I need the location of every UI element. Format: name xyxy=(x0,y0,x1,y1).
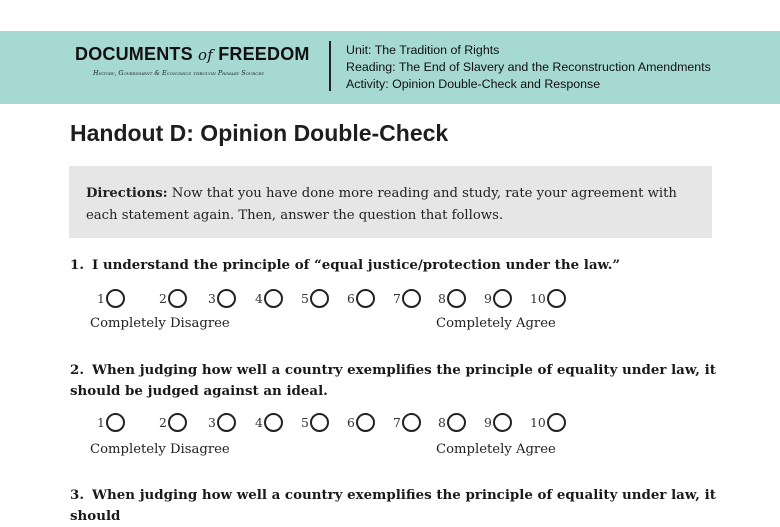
rating-radio-circle[interactable] xyxy=(447,289,466,308)
question-text: I understand the principle of “equal justice/protection under the law.” xyxy=(92,257,621,273)
rating-option[interactable] xyxy=(301,410,329,434)
rating-radio-circle[interactable] xyxy=(106,289,125,308)
rating-radio-circle[interactable] xyxy=(310,413,329,432)
rating-option[interactable] xyxy=(159,410,187,434)
rating-number: 9 xyxy=(484,414,492,430)
scale-low-label: Completely Disagree xyxy=(90,316,230,331)
header-divider xyxy=(329,41,331,91)
rating-number: 5 xyxy=(301,414,309,430)
rating-option[interactable] xyxy=(393,410,421,434)
scale-low-label: Completely Disagree xyxy=(90,442,230,457)
directions-box xyxy=(69,166,712,238)
directions-text xyxy=(86,183,701,227)
unit-label: Unit: The Tradition of Rights xyxy=(346,43,500,57)
rating-radio-circle[interactable] xyxy=(547,413,566,432)
question-text: When judging how well a country exemplifies the principle of equality under law, it should xyxy=(70,487,716,524)
question-number: 1. xyxy=(70,257,84,273)
rating-number: 10 xyxy=(530,414,546,430)
scale-high-label: Completely Agree xyxy=(436,442,556,457)
page-title: Handout D: Opinion Double-Check xyxy=(70,120,449,146)
rating-option[interactable] xyxy=(530,286,566,310)
rating-option[interactable] xyxy=(255,286,283,310)
rating-number: 3 xyxy=(208,414,216,430)
rating-radio-circle[interactable] xyxy=(168,289,187,308)
rating-option[interactable] xyxy=(393,286,421,310)
rating-number: 4 xyxy=(255,290,263,306)
rating-radio-circle[interactable] xyxy=(106,413,125,432)
rating-option[interactable] xyxy=(255,410,283,434)
brand-main: DOCUMENTS xyxy=(75,44,193,64)
rating-radio-circle[interactable] xyxy=(356,289,375,308)
rating-option[interactable] xyxy=(208,286,236,310)
rating-radio-circle[interactable] xyxy=(217,289,236,308)
rating-number: 4 xyxy=(255,414,263,430)
rating-number: 2 xyxy=(159,290,167,306)
rating-radio-circle[interactable] xyxy=(493,289,512,308)
brand-logo xyxy=(75,44,310,65)
rating-number: 1 xyxy=(97,290,105,306)
rating-option[interactable] xyxy=(97,286,125,310)
reading-label: Reading: The End of Slavery and the Reconstruction Amendments xyxy=(346,60,711,74)
brand-of: of xyxy=(198,46,213,64)
rating-option[interactable] xyxy=(484,286,512,310)
rating-number: 8 xyxy=(438,290,446,306)
rating-option[interactable] xyxy=(97,410,125,434)
directions-label: Directions: xyxy=(86,186,168,201)
rating-radio-circle[interactable] xyxy=(493,413,512,432)
rating-radio-circle[interactable] xyxy=(547,289,566,308)
rating-radio-circle[interactable] xyxy=(168,413,187,432)
rating-number: 3 xyxy=(208,290,216,306)
rating-option[interactable] xyxy=(208,410,236,434)
rating-option[interactable] xyxy=(347,286,375,310)
rating-radio-circle[interactable] xyxy=(264,289,283,308)
rating-number: 1 xyxy=(97,414,105,430)
rating-radio-circle[interactable] xyxy=(402,289,421,308)
brand-end: FREEDOM xyxy=(218,44,310,64)
rating-scale-2 xyxy=(0,410,780,434)
directions-body: Now that you have done more reading and study, rate your agreement with each statement again. Then, answer the question that follows. xyxy=(86,186,677,223)
rating-number: 7 xyxy=(393,414,401,430)
header-banner xyxy=(0,31,780,104)
rating-number: 5 xyxy=(301,290,309,306)
rating-number: 6 xyxy=(347,414,355,430)
rating-radio-circle[interactable] xyxy=(217,413,236,432)
rating-option[interactable] xyxy=(438,286,466,310)
rating-option[interactable] xyxy=(301,286,329,310)
question-text: When judging how well a country exemplifies the principle of equality under law, it should be judged against an ideal. xyxy=(70,362,716,399)
brand-subtitle: History, Government & Economics through Primary Sources xyxy=(93,69,265,77)
rating-number: 9 xyxy=(484,290,492,306)
question-2 xyxy=(70,360,720,402)
rating-option[interactable] xyxy=(347,410,375,434)
question-number: 3. xyxy=(70,487,84,503)
rating-scale-1 xyxy=(0,286,780,310)
question-1 xyxy=(70,255,720,276)
rating-radio-circle[interactable] xyxy=(310,289,329,308)
rating-radio-circle[interactable] xyxy=(402,413,421,432)
rating-radio-circle[interactable] xyxy=(356,413,375,432)
rating-number: 7 xyxy=(393,290,401,306)
activity-label: Activity: Opinion Double-Check and Response xyxy=(346,77,601,91)
scale-high-label: Completely Agree xyxy=(436,316,556,331)
rating-number: 6 xyxy=(347,290,355,306)
question-number: 2. xyxy=(70,362,84,378)
rating-number: 2 xyxy=(159,414,167,430)
rating-number: 10 xyxy=(530,290,546,306)
rating-radio-circle[interactable] xyxy=(447,413,466,432)
rating-number: 8 xyxy=(438,414,446,430)
rating-option[interactable] xyxy=(159,286,187,310)
rating-option[interactable] xyxy=(438,410,466,434)
rating-option[interactable] xyxy=(530,410,566,434)
rating-option[interactable] xyxy=(484,410,512,434)
rating-radio-circle[interactable] xyxy=(264,413,283,432)
header-info xyxy=(346,42,711,93)
question-3 xyxy=(70,485,720,527)
